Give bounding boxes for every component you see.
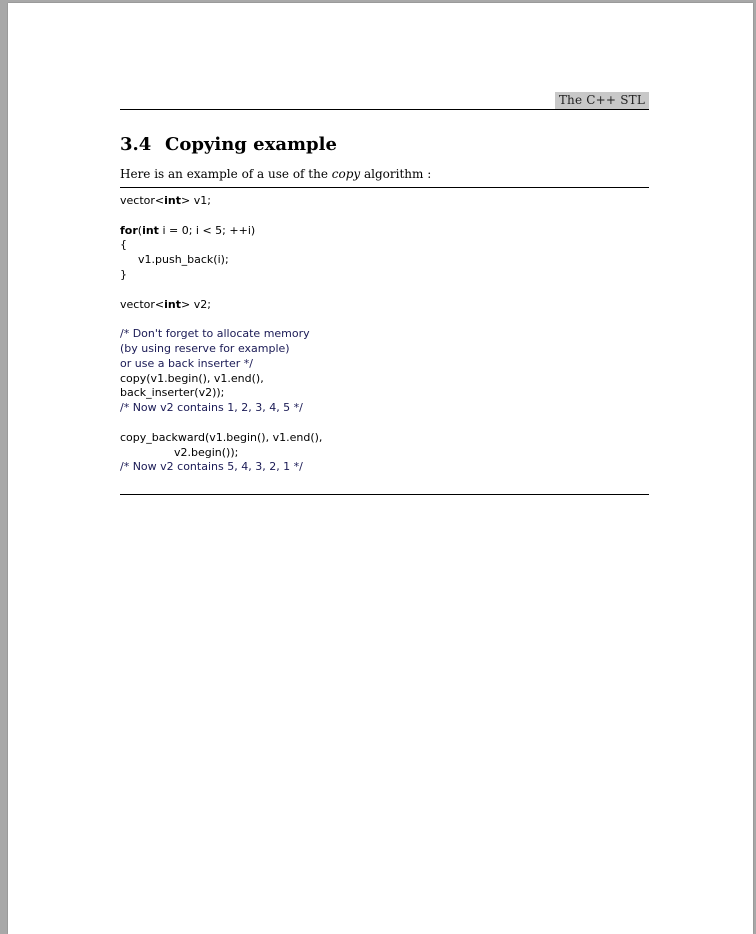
code-line: } [120, 267, 127, 281]
code-line: back_inserter(v2)); [120, 386, 225, 400]
code-keyword: int [142, 223, 159, 237]
running-header: The C++ STL [555, 92, 649, 109]
intro-text-before: Here is an example of a use of the [120, 167, 332, 181]
intro-emphasis: copy [331, 167, 361, 181]
code-listing [120, 194, 322, 475]
code-line: copy(v1.begin(), v1.end(), [120, 371, 264, 385]
code-text: i = 0; i < 5; ++i) [158, 223, 256, 237]
code-keyword: int [164, 194, 181, 207]
code-comment: /* Don't forget to allocate memory [120, 327, 310, 341]
code-text: vector< [120, 297, 165, 311]
code-line: v1.push_back(i); [138, 253, 229, 267]
code-keyword: for [120, 223, 138, 237]
code-line: { [120, 238, 127, 252]
code-text: ( [137, 223, 143, 237]
code-keyword: int [164, 297, 181, 311]
code-blank-line [120, 416, 322, 431]
code-comment: or use a back inserter */ [120, 356, 253, 370]
code-comment: (by using reserve for example) [120, 341, 290, 355]
header-rule [120, 109, 649, 110]
code-text: > v1; [180, 194, 211, 207]
intro-paragraph [120, 165, 431, 183]
code-line [120, 224, 322, 239]
section-heading [120, 133, 337, 157]
code-text: vector< [120, 194, 165, 207]
code-line: v2.begin()); [174, 445, 239, 459]
code-comment: /* Now v2 contains 1, 2, 3, 4, 5 */ [120, 401, 303, 415]
code-blank-line [120, 283, 322, 298]
code-line: copy_backward(v1.begin(), v1.end(), [120, 430, 323, 444]
intro-text-after: algorithm : [360, 167, 432, 181]
code-blank-line [120, 209, 322, 224]
code-bottom-rule [120, 494, 649, 495]
section-number: 3.4 [120, 134, 152, 155]
code-line [120, 194, 322, 209]
code-text: > v2; [180, 297, 211, 311]
code-top-rule [120, 187, 649, 188]
code-line [120, 298, 322, 313]
section-title: Copying example [165, 134, 337, 155]
code-comment: /* Now v2 contains 5, 4, 3, 2, 1 */ [120, 460, 303, 474]
code-blank-line [120, 312, 322, 327]
document-page [8, 3, 753, 934]
